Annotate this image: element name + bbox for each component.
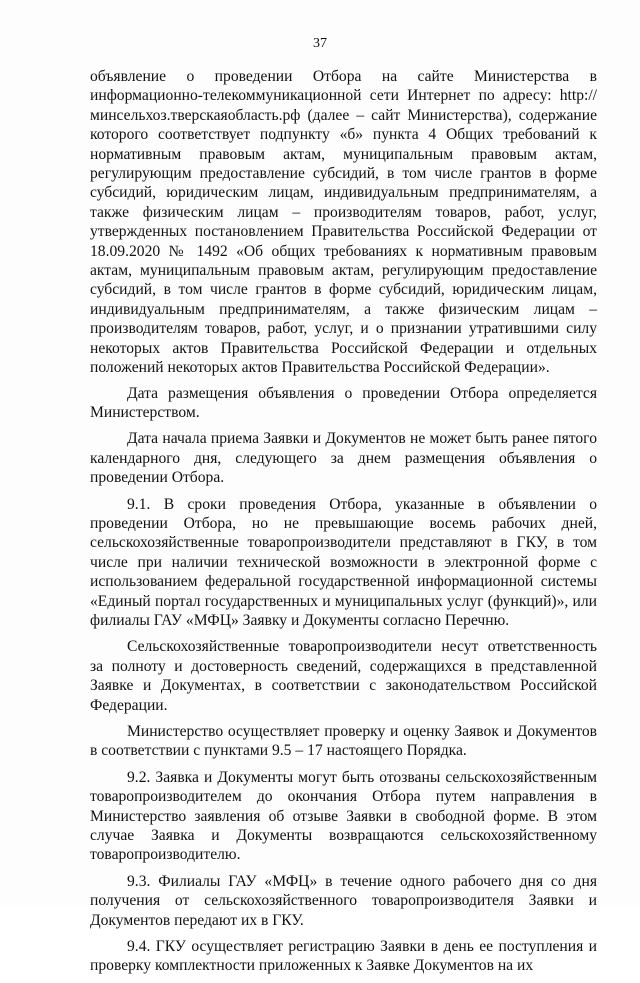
paragraph-9-3: 9.3. Филиалы ГАУ «МФЦ» в течение одного рабочего дня со дня получения от сельскохозяйственного товаропроизводителя Заявки и Документов передают их в ГКУ. [90, 872, 597, 929]
document-body [90, 67, 597, 983]
paragraph-placement-date: Дата размещения объявления о проведении Отбора определяется Министерством. [90, 384, 597, 421]
paragraph-9-2: 9.2. Заявка и Документы могут быть отозваны сельскохозяйственным товаропроизводителем до окончания Отбора путем направления в Министерство заявления об отзыве Заявки в свободной форме. В этом случае Заявка и Документы возвращаются сельскохозяйственному товаропроизводителю. [90, 768, 597, 864]
paragraph-9-1: 9.1. В сроки проведения Отбора, указанные в объявлении о проведении Отбора, но не превышающие восемь рабочих дней, сельскохозяйственные товаропроизводители представляют в ГКУ, в том числе при наличии технической возможности в электронной форме с использованием федеральной государственной информационной системы «Единый портал государственных и муниципальных услуг (функций)», или филиалы ГАУ «МФЦ» Заявку и Документы согласно Перечню. [90, 495, 597, 629]
paragraph-responsibility: Сельскохозяйственные товаропроизводители несут ответственность за полноту и достоверность сведений, содержащихся в представленной Заявке и Документах, в соответствии с законодательством Российской Федерации. [90, 638, 597, 714]
paragraph-9-4: 9.4. ГКУ осуществляет регистрацию Заявки в день ее поступления и проверку комплектности приложенных к Заявке Документов на их [90, 938, 597, 975]
paragraph-announcement: объявление о проведении Отбора на сайте Министерства в информационно-телекоммуникационной сети Интернет по адресу: http://минсельхоз.тверскаяобласть.рф (далее – сайт Министерства), содержание которого соответствует подпункту «б» пункта 4 Общих требований к нормативным правовым актам, муниципальным правовым актам, регулирующим предоставление субсидий, в том числе грантов в форме субсидий, юридическим лицам, индивидуальным предпринимателям, а также физическим лицам – производителям товаров, работ, услуг, утвержденных постановлением Правительства Российской Федерации от 18.09.2020 № 1492 «Об общих требованиях к нормативным правовым актам, муниципальным правовым актам, регулирующим предоставление субсидий, в том числе грантов в форме субсидий, юридическим лицам, индивидуальным предпринимателям, а также физическим лицам – производителям товаров, работ, услуг, и о признании утратившими силу некоторых актов Правительства Российской Федерации и отдельных положений некоторых актов Правительства Российской Федерации». [90, 68, 597, 377]
page-number: 37 [313, 36, 327, 51]
paragraph-ministry-check: Министерство осуществляет проверку и оценку Заявок и Документов в соответствии с пунктами 9.5 – 17 настоящего Порядка. [90, 723, 597, 760]
paragraph-start-date: Дата начала приема Заявки и Документов не может быть ранее пятого календарного дня, следующего за днем размещения объявления о проведении Отбора. [90, 430, 597, 487]
